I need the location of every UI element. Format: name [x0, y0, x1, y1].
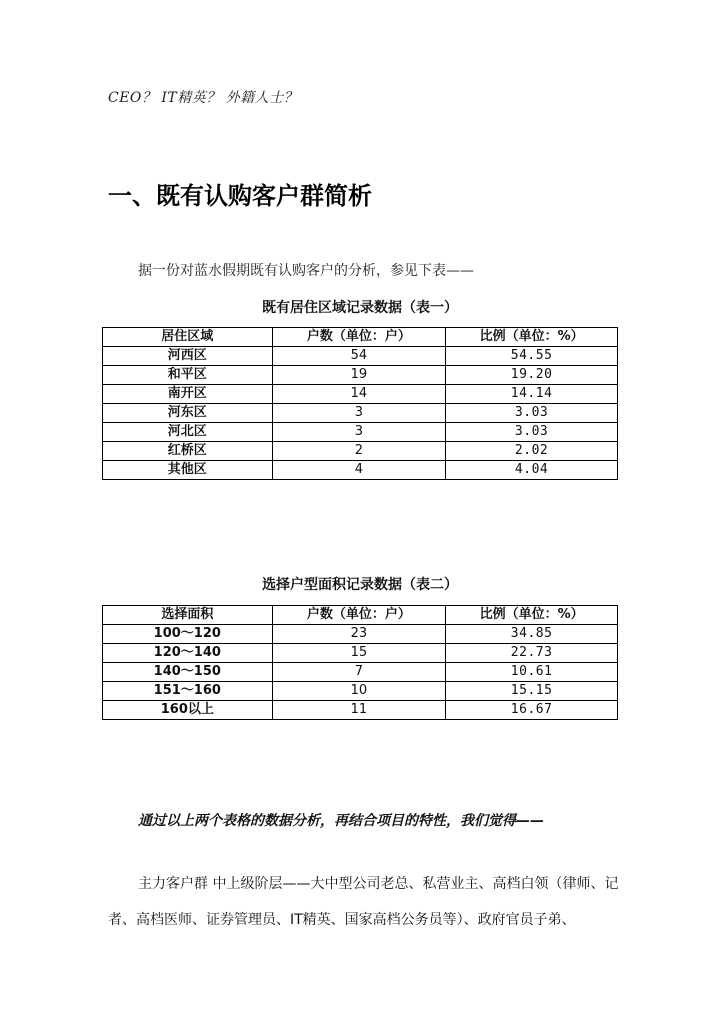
table-row: [103, 682, 618, 701]
table-header-row: [103, 328, 618, 347]
percent-cell: 2.02: [446, 442, 618, 461]
percent-cell: 15.15: [446, 682, 618, 701]
count-cell: 4: [272, 461, 446, 480]
residence-table: [102, 327, 618, 480]
section-heading: 一、既有认购客户群简析: [108, 182, 372, 210]
percent-cell: 34.85: [446, 625, 618, 644]
table-row: [103, 625, 618, 644]
count-cell: 54: [272, 347, 446, 366]
percent-cell: 19.20: [446, 366, 618, 385]
conclusion-text: 通过以上两个表格的数据分析，再结合项目的特性，我们觉得——: [138, 813, 544, 829]
unit-area-table: [102, 605, 618, 720]
count-cell: 14: [272, 385, 446, 404]
count-cell: 23: [272, 625, 446, 644]
table-row: [103, 701, 618, 720]
district-cell: 河东区: [103, 404, 273, 423]
lead-text: 据一份对蓝水假期既有认购客户的分析，参见下表——: [138, 263, 474, 279]
percent-cell: 16.67: [446, 701, 618, 720]
table-row: [103, 461, 618, 480]
percent-cell: 54.55: [446, 347, 618, 366]
area-cell: 100～120: [103, 625, 273, 644]
percent-cell: 10.61: [446, 663, 618, 682]
table-row: [103, 366, 618, 385]
district-cell: 和平区: [103, 366, 273, 385]
table-header-row: [103, 606, 618, 625]
intro-question: CEO？ IT精英？ 外籍人士？: [108, 90, 299, 106]
table-row: [103, 442, 618, 461]
percent-cell: 22.73: [446, 644, 618, 663]
count-cell: 7: [272, 663, 446, 682]
area-cell: 120～140: [103, 644, 273, 663]
customer-paragraph: [108, 866, 620, 938]
count-cell: 3: [272, 423, 446, 442]
area-cell: 160以上: [103, 701, 273, 720]
district-cell: 河北区: [103, 423, 273, 442]
percent-cell: 14.14: [446, 385, 618, 404]
district-cell: 红桥区: [103, 442, 273, 461]
header-cell: 户数（单位：户）: [272, 606, 446, 625]
count-cell: 15: [272, 644, 446, 663]
count-cell: 2: [272, 442, 446, 461]
area-cell: 140～150: [103, 663, 273, 682]
header-cell: 比例（单位：%）: [446, 328, 618, 347]
table-row: [103, 347, 618, 366]
percent-cell: 3.03: [446, 404, 618, 423]
table1-caption: 既有居住区域记录数据（表一）: [262, 300, 458, 316]
count-cell: 10: [272, 682, 446, 701]
header-cell: 居住区域: [103, 328, 273, 347]
header-cell: 选择面积: [103, 606, 273, 625]
table-row: [103, 644, 618, 663]
count-cell: 11: [272, 701, 446, 720]
district-cell: 南开区: [103, 385, 273, 404]
area-cell: 151～160: [103, 682, 273, 701]
header-cell: 比例（单位：%）: [446, 606, 618, 625]
percent-cell: 4.04: [446, 461, 618, 480]
count-cell: 3: [272, 404, 446, 423]
table-row: [103, 385, 618, 404]
district-cell: 河西区: [103, 347, 273, 366]
table-row: [103, 404, 618, 423]
table-row: [103, 423, 618, 442]
percent-cell: 3.03: [446, 423, 618, 442]
table2-caption: 选择户型面积记录数据（表二）: [262, 577, 458, 593]
count-cell: 19: [272, 366, 446, 385]
district-cell: 其他区: [103, 461, 273, 480]
table-row: [103, 663, 618, 682]
header-cell: 户数（单位：户）: [272, 328, 446, 347]
paragraph-text: 主力客户群 中上级阶层——大中型公司老总、私营业主、高档白领（律师、记者、高档医师、证券管理员、IT精英、国家高档公务员等）、政府官员子弟、: [108, 876, 619, 928]
